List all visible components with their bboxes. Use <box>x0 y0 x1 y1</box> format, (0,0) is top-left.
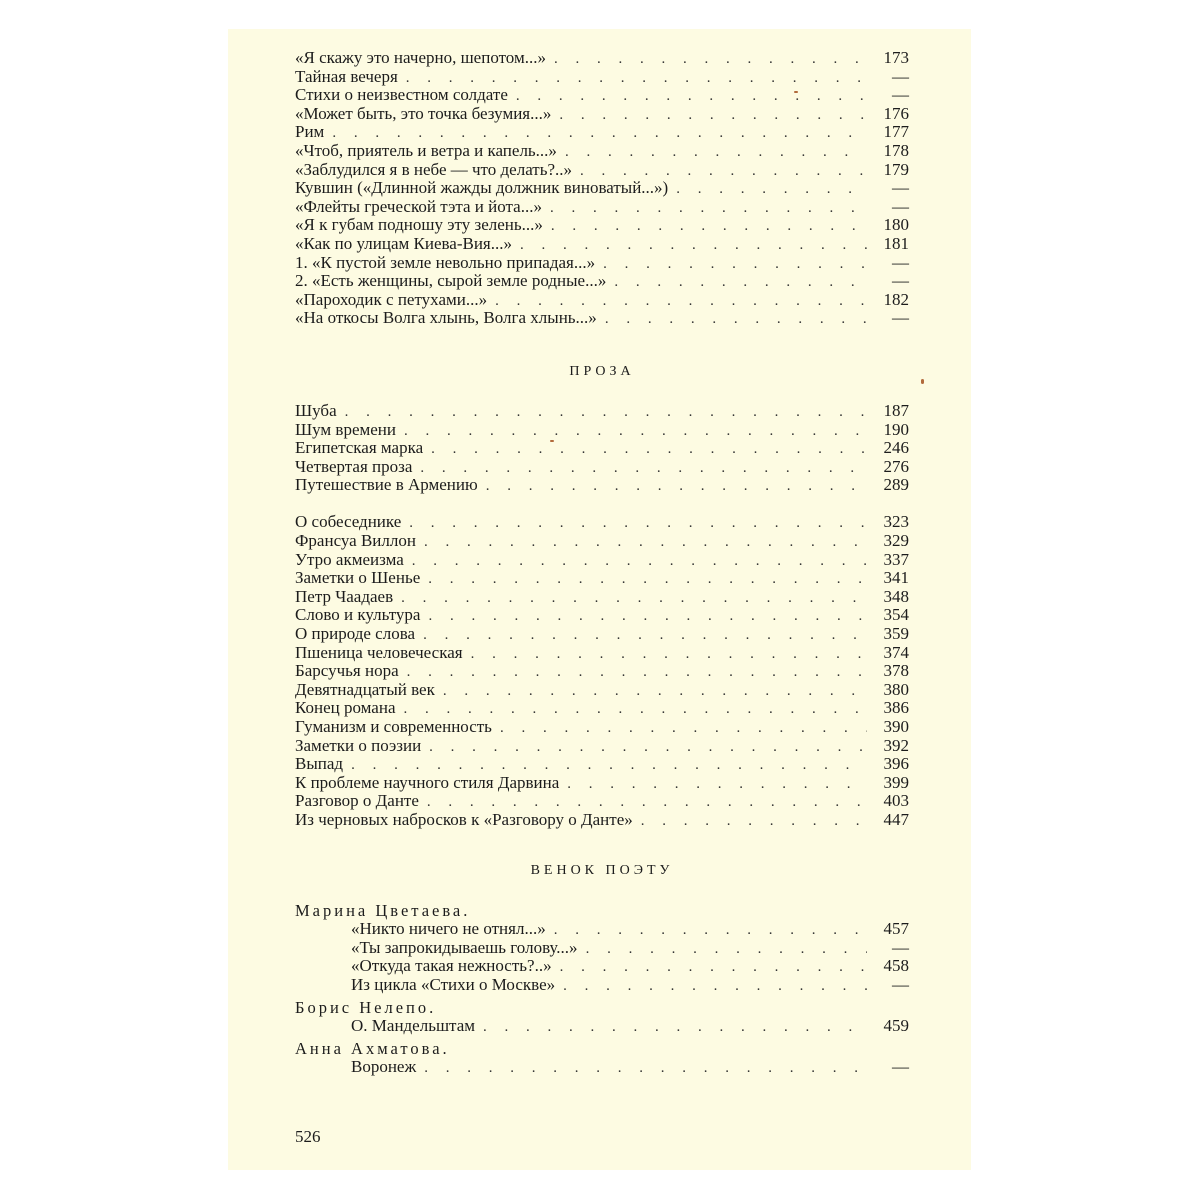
entry-title: «Ты запрокидываешь голову...» <box>351 937 578 957</box>
toc-entry <box>295 625 909 644</box>
dot-leader <box>407 663 867 682</box>
entry-title: «Заблудился я в небе — что делать?..» <box>295 159 573 179</box>
dot-leader <box>471 645 867 664</box>
entry-page-number: 289 <box>883 475 909 495</box>
entry-title: О собеседнике <box>295 512 402 532</box>
toc-entry <box>295 235 909 254</box>
dot-leader <box>428 570 867 589</box>
dot-leader <box>551 217 867 236</box>
entry-title: Гуманизм и современность <box>295 717 492 736</box>
entry-title: «На откосы Волга хлынь, Волга хлынь...» <box>295 308 597 328</box>
entry-page-number: — <box>892 85 909 105</box>
dot-leader <box>520 236 867 255</box>
dot-leader <box>401 589 867 608</box>
entry-page-number: 459 <box>883 1016 909 1036</box>
entry-title: Конец романа <box>295 698 396 718</box>
toc-entry <box>295 755 909 774</box>
entry-page-number: 378 <box>883 661 909 681</box>
entry-page-number: — <box>892 271 909 291</box>
entry-title: Стихи о неизвестном солдате <box>295 85 508 105</box>
entry-title: 2. «Есть женщины, сырой земле родные...» <box>295 271 607 291</box>
wreath-list <box>295 902 909 1077</box>
entry-page-number: — <box>892 196 909 216</box>
entry-page-number: 276 <box>883 456 909 476</box>
entry-title: «Никто ничего не отнял...» <box>351 919 546 939</box>
table-of-contents <box>295 49 909 1077</box>
toc-entry <box>295 957 909 976</box>
toc-entry <box>295 792 909 811</box>
entry-title: Воронеж <box>351 1057 417 1077</box>
entry-title: Слово и культура <box>295 605 421 625</box>
toc-entry <box>295 476 909 495</box>
toc-entry <box>295 569 909 588</box>
toc-entry <box>295 976 909 995</box>
entry-page-number: — <box>892 308 909 328</box>
entry-title: Путешествие в Армению <box>295 475 478 495</box>
entry-title: «Пароходик с петухами...» <box>295 289 488 309</box>
entry-title: 1. «К пустой земле невольно припадая...» <box>295 252 596 272</box>
entry-page-number: 173 <box>883 48 909 67</box>
toc-entry <box>295 718 909 737</box>
entry-title: О. Мандельштам <box>351 1016 475 1036</box>
entry-page-number: 359 <box>883 624 909 644</box>
entry-title: О природе слова <box>295 624 416 644</box>
entry-page-number: — <box>892 937 909 957</box>
entry-title: Девятнадцатый век <box>295 679 435 699</box>
toc-entry <box>295 309 909 328</box>
toc-entry <box>295 254 909 273</box>
dot-leader <box>409 514 867 533</box>
entry-title: Шум времени <box>295 419 397 439</box>
entry-title: «Чтоб, приятель и ветра и капель...» <box>295 140 557 160</box>
toc-entry <box>295 86 909 105</box>
entry-page-number: 190 <box>883 419 909 439</box>
dot-leader <box>565 143 867 162</box>
entry-page-number: 178 <box>883 140 909 160</box>
entry-page-number: 386 <box>883 698 909 718</box>
dot-leader <box>614 273 867 292</box>
toc-entry <box>295 142 909 161</box>
dot-leader <box>563 977 867 996</box>
entry-page-number: — <box>892 252 909 272</box>
dot-leader <box>345 403 867 422</box>
toc-entry <box>295 402 909 421</box>
toc-entry <box>295 291 909 310</box>
entry-page-number: 447 <box>883 809 909 829</box>
author-name: Марина Цветаева. <box>295 900 471 920</box>
dot-leader <box>605 310 867 329</box>
entry-page-number: 176 <box>883 103 909 123</box>
author-name: Анна Ахматова. <box>295 1038 450 1058</box>
entry-title: Четвертая проза <box>295 456 413 476</box>
page-number: 526 <box>295 1127 321 1146</box>
toc-entry <box>295 774 909 793</box>
dot-leader <box>431 440 867 459</box>
entry-page-number: 341 <box>883 568 909 588</box>
entry-title: Петр Чаадаев <box>295 586 394 606</box>
entry-title: Заметки о поэзии <box>295 735 422 755</box>
dot-leader <box>559 106 867 125</box>
dot-leader <box>483 1018 867 1037</box>
entry-title: К проблеме научного стиля Дарвина <box>295 772 560 792</box>
entry-title: Рим <box>295 122 325 142</box>
toc-entry <box>295 458 909 477</box>
entry-page-number: 380 <box>883 679 909 699</box>
toc-entry <box>295 662 909 681</box>
dot-leader <box>423 626 867 645</box>
entry-page-number: 182 <box>883 289 909 309</box>
toc-entry <box>295 939 909 958</box>
toc-entry <box>295 1058 909 1077</box>
entry-title: Пшеница человеческая <box>295 642 463 662</box>
toc-entry <box>295 737 909 756</box>
toc-entry <box>295 123 909 142</box>
entry-page-number: 457 <box>883 919 909 939</box>
entry-page-number: 390 <box>883 717 909 736</box>
entry-page-number: 337 <box>883 549 909 569</box>
toc-entry <box>295 49 909 68</box>
dot-leader <box>404 422 867 441</box>
wreath-heading: ВЕНОК ПОЭТУ <box>530 862 674 878</box>
entry-title: Разговор о Данте <box>295 791 419 811</box>
entry-title: Из черновых набросков к «Разговору о Данте» <box>295 809 633 829</box>
entry-page-number: — <box>892 66 909 86</box>
toc-entry <box>295 551 909 570</box>
entry-page-number: 246 <box>883 438 909 458</box>
entry-page-number: 396 <box>883 754 909 774</box>
toc-entry <box>295 681 909 700</box>
toc-entry <box>295 161 909 180</box>
entry-title: Шуба <box>295 400 337 420</box>
toc-entry <box>295 105 909 124</box>
entry-page-number: 354 <box>883 605 909 625</box>
dot-leader <box>554 921 867 940</box>
entry-page-number: — <box>892 1057 909 1077</box>
dot-leader <box>676 180 867 199</box>
entry-page-number: 348 <box>883 586 909 606</box>
dot-leader <box>424 1059 867 1078</box>
author-name: Борис Нелепо. <box>295 997 437 1017</box>
toc-entry <box>295 68 909 87</box>
entry-title: Из цикла «Стихи о Москве» <box>351 974 556 994</box>
entry-title: Заметки о Шенье <box>295 568 421 588</box>
dot-leader <box>554 50 867 69</box>
toc-entry <box>295 588 909 607</box>
dot-leader <box>351 756 867 775</box>
book-page <box>228 29 971 1170</box>
entry-page-number: 187 <box>883 400 909 420</box>
dot-leader <box>412 552 867 571</box>
entry-title: Франсуа Виллон <box>295 531 416 551</box>
entry-title: Утро акмеизма <box>295 549 404 569</box>
toc-entry <box>295 179 909 198</box>
entry-title: «Может быть, это точка безумия...» <box>295 103 552 123</box>
entry-page-number: 323 <box>883 512 909 532</box>
dot-leader <box>560 958 867 977</box>
toc-entry <box>295 198 909 217</box>
entry-page-number: 179 <box>883 159 909 179</box>
dot-leader <box>500 719 867 738</box>
dot-leader <box>641 812 867 831</box>
entry-page-number: 329 <box>883 531 909 551</box>
entry-page-number: 392 <box>883 735 909 755</box>
dot-leader <box>550 199 867 218</box>
entry-title: «Флейты греческой тэта и йота...» <box>295 196 542 216</box>
dot-leader <box>516 87 867 106</box>
prose-list-1 <box>295 402 909 495</box>
dot-leader <box>486 477 867 496</box>
entry-title: «Как по улицам Киева-Вия...» <box>295 233 512 253</box>
entry-title: Египетская марка <box>295 438 424 458</box>
spacer <box>295 495 909 514</box>
entry-page-number: 180 <box>883 215 909 235</box>
toc-entry <box>295 439 909 458</box>
toc-entry <box>295 1017 909 1036</box>
toc-entry <box>295 513 909 532</box>
dot-leader <box>567 775 867 794</box>
entry-title: «Я скажу это начерно, шепотом...» <box>295 48 546 67</box>
toc-entry <box>295 699 909 718</box>
entry-page-number: — <box>892 178 909 198</box>
entry-page-number: 374 <box>883 642 909 662</box>
dot-leader <box>586 940 867 959</box>
prose-list-2 <box>295 513 909 829</box>
dot-leader <box>429 738 867 757</box>
dot-leader <box>428 607 867 626</box>
paper-speck <box>921 379 924 384</box>
entry-title: Кувшин («Длинной жажды должник виноватый...») <box>295 178 669 198</box>
dot-leader <box>424 533 867 552</box>
entry-page-number: 458 <box>883 956 909 976</box>
entry-title: Выпад <box>295 754 344 774</box>
entry-page-number: 399 <box>883 772 909 792</box>
entry-title: Барсучья нора <box>295 661 399 681</box>
entry-page-number: — <box>892 974 909 994</box>
toc-entry <box>295 811 909 830</box>
entry-title: «Откуда такая нежность?..» <box>351 956 552 976</box>
dot-leader <box>420 459 867 478</box>
dot-leader <box>603 255 867 274</box>
entry-page-number: 403 <box>883 791 909 811</box>
toc-entry <box>295 606 909 625</box>
entry-page-number: 181 <box>883 233 909 253</box>
dot-leader <box>443 682 867 701</box>
toc-entry <box>295 216 909 235</box>
entry-title: «Я к губам подношу эту зелень...» <box>295 215 543 235</box>
poems-list <box>295 49 909 328</box>
toc-entry <box>295 272 909 291</box>
prose-heading: ПРОЗА <box>569 363 635 379</box>
entry-title: Тайная вечеря <box>295 66 398 86</box>
toc-entry <box>295 920 909 939</box>
toc-entry <box>295 644 909 663</box>
toc-entry <box>295 532 909 551</box>
toc-entry <box>295 421 909 440</box>
entry-page-number: 177 <box>883 122 909 142</box>
